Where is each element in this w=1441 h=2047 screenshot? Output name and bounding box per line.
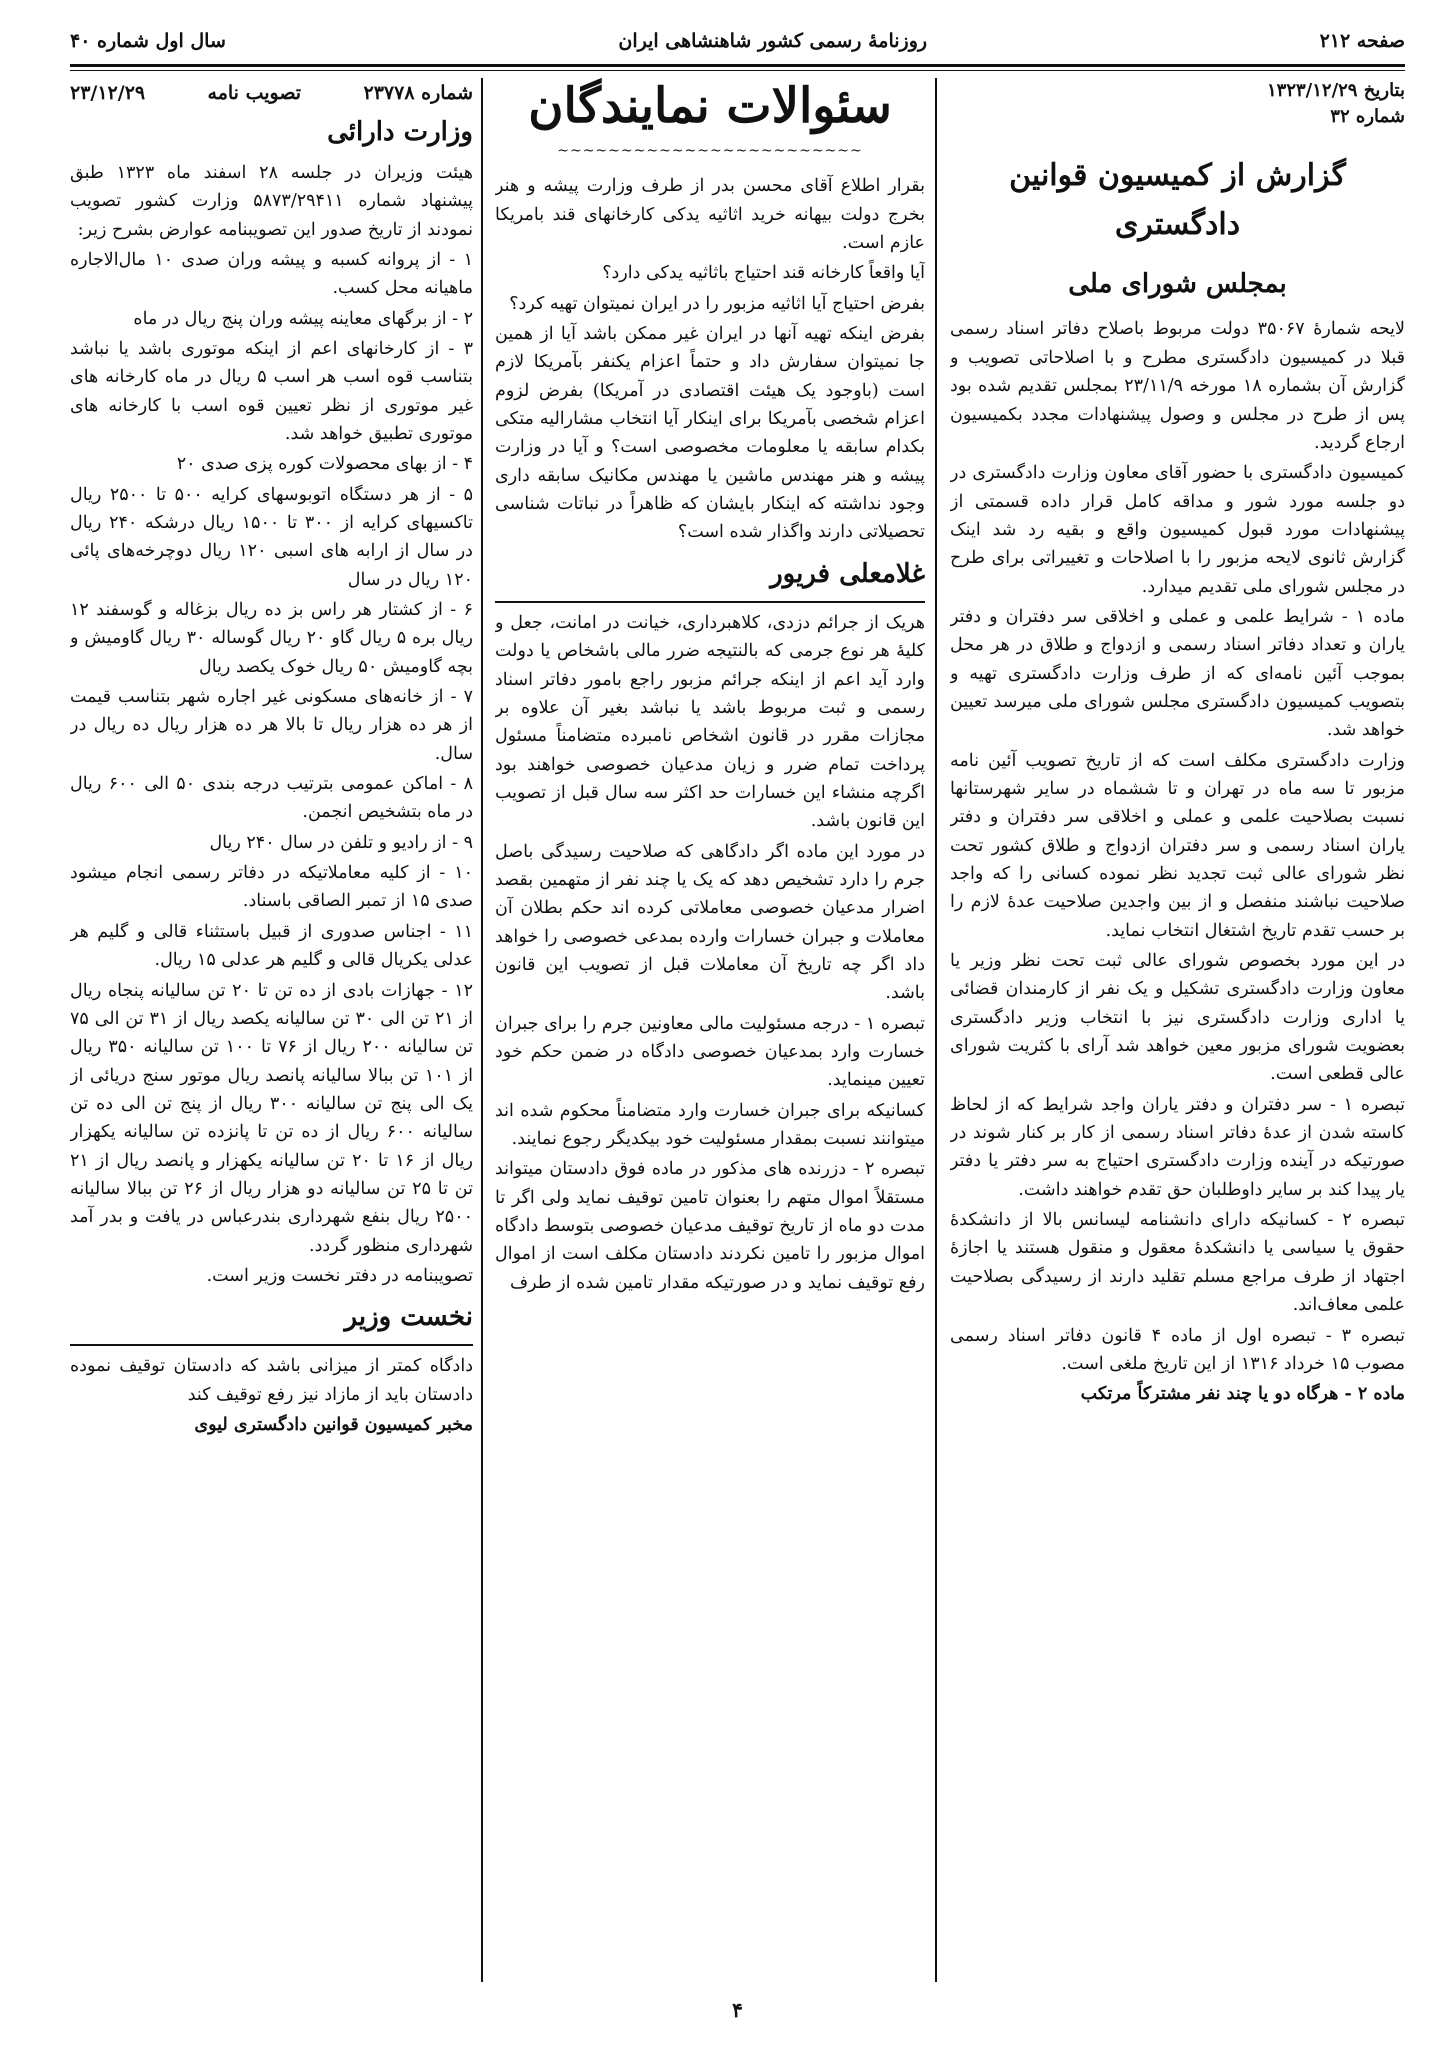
- paragraph: دادگاه کمتر از میزانی باشد که دادستان توقیف نموده دادستان باید از مازاد نیز رفع توقیف کند: [70, 1356, 473, 1405]
- paragraph: در مورد این ماده اگر دادگاهی که صلاحیت رسیدگی باصل جرم را دارد تشخیص دهد که یک یا چند نفر از متهمین بقصد اضرار مدعیان خصوصی معاملاتی کرده اند حکم بطلان آن معاملات و جبران خسارات وارده بمدعی خصوصی را خواهد داد اگر چه تاریخ آن معاملات قبل از تصویب این قانون باشد.: [495, 841, 925, 1004]
- masthead-rule: [70, 64, 1405, 67]
- page-label: صفحه ۲۱۲: [1319, 30, 1405, 52]
- masthead: [70, 22, 1405, 60]
- report-title: گزارش از کمیسیون قوانین دادگستری: [1009, 158, 1346, 242]
- decree-header: [70, 78, 473, 109]
- question: آیا واقعاً کارخانه قند احتیاج باثاثیه یدکی دارد؟: [602, 263, 925, 284]
- list-item: ۱ - از پروانه کسبه و پیشه وران صدی ۱۰ مال‌الاجاره ماهیانه محل کسب.: [70, 249, 473, 299]
- issue-label: سال اول شماره ۴۰: [70, 30, 226, 52]
- note-paragraph: تبصره ۲ - دزرنده های مذکور در ماده فوق دادستان میتواند مستقلاً اموال متهم را بعنوان تامین توقیف نماید ولی اگر تا مدت دو ماه از تاریخ توقیف مدعیان خصوصی بتوسط دادگاه اموال مزبور را تامین نکردند دادستان مکلف است از اموال رفع توقیف نماید و در صورتیکه مقدار تامین شده از طرف: [495, 1159, 925, 1293]
- number-line: شماره ۳۲: [1330, 106, 1405, 128]
- left-column: [70, 78, 473, 1992]
- title-ornament: ~~~~~~~~~~~~~~~~~~~~~~~~: [557, 142, 863, 159]
- report-subtitle: بمجلس شورای ملی: [1068, 269, 1287, 300]
- article-paragraph: ماده ۱ - شرایط علمی و عملی و اخلاقی سر دفتران و دفتر یاران و تعداد دفاتر اسناد رسمی و ازدواج و طلاق در هر محل بموجب آئین نامه‌ای که از طرف وزارت دادگستری تهیه و بتصویب کمیسیون دادگستری مجلس شورای ملی میرسد تعیین خواهد شد.: [950, 606, 1405, 741]
- signature: نخست وزیر: [344, 1302, 473, 1333]
- paragraph: در این مورد بخصوص شورای عالی ثبت تحت نظر وزیر یا معاون وزارت دادگستری تشکیل و یک نفر از کارمندان قضائی یا اداری وزارت دادگستری نیز با انتخاب وزیر دادگستری بعضویت شورای مزبور معین خواهد شد آرای با کثریت شورای عالی قطعی است.: [950, 951, 1405, 1085]
- ministry-title: وزارت دارائی: [327, 116, 473, 147]
- list-item: ۶ - از کشتار هر راس بز ده ریال بزغاله و گوسفند ۱۲ ریال بره ۵ ریال گاو ۲۰ ریال گوساله ۳۰ ریال گاومیش و بچه گاومیش ۵۰ ریال خوک یکصد ریال: [70, 600, 473, 677]
- questions-title: سئوالات نمایندگان: [528, 78, 892, 134]
- paragraph: کسانیکه برای جبران خسارت وارد متضامناً محکوم شده اند میتوانند نسبت بمقدار مسئولیت خود بیکدیگر رجوع نمایند.: [495, 1100, 925, 1150]
- question: بقرار اطلاع آقای محسن بدر از طرف وزارت پیشه و هنر بخرج دولت بیهانه خرید اثاثیه یدکی کارخانهای قند بامریکا عازم است.: [495, 176, 925, 253]
- date-line: بتاریخ ۱۳۲۳/۱۲/۲۹: [1266, 80, 1405, 101]
- list-item: ۱۲ - جهازات بادی از ده تن تا ۲۰ تن سالیانه پنجاه ریال از ۲۱ تن الی ۳۰ تن سالیانه یکصد ریال از ۳۱ تن الی ۷۵ تن سالیانه ۲۰۰ ریال از ۷۶ تا ۱۰۰ تن سالیانه ۳۵۰ ریال از ۱۰۱ تن ببالا سالیانه پانصد ریال موتور سنج دریائی از یک الی پنج تن سالیانه ۳۰۰ ریال از پنج تن الی ده تن سالیانه ۶۰۰ ریال از ده تن تا پانزده تن سالیانه یکهزار ریال از ۱۶ تا ۲۰ تن سالیانه یکهزار و پانصد ریال از ۲۱ تن تا ۲۵ تن سالیانه دو هزار ریال از ۲۶ تن ببالا سالیانه ۲۵۰۰ ریال بنفع شهرداری بندرعباس در یافت و بدر آمد شهرداری منظور گردد.: [70, 980, 473, 1256]
- right-column: [950, 78, 1405, 1992]
- list-item: ۴ - از بهای محصولات کوره پزی صدی ۲۰: [176, 454, 473, 475]
- decree-number: شماره ۲۳۷۷۸: [363, 82, 473, 104]
- continued-text: [70, 1344, 473, 1439]
- paragraph: وزارت دادگستری مکلف است که از تاریخ تصویب آئین نامه مزبور تا سه ماه در تهران و تا ششماه در سایر شهرستانها نسبت بصلاحیت علمی و عملی و اخلاقی سر دفتران و دفتر یاران اسناد رسمی و سر دفتران ازدواج و طلاق کشور تحت نظر شورای عالی ثبت تجدید نظر نموده کسانی را که واجد صلاحیت نباشند منفصل و از بین واجدین صلاحیت عدهٔ لازم را بر حسب تقدم تاریخ اشتغال انتخاب نماید.: [950, 750, 1405, 941]
- list-item: ۳ - از کارخانهای اعم از اینکه موتوری باشد یا نباشد بتناسب قوه اسب هر اسب ۵ ریال در ماه کارخانه های غیر موتوری از نظر تعیین قوه اسب با کارخانه های موتوری تطبیق خواهد شد.: [70, 338, 473, 444]
- list-item: ۸ - اماکن عمومی بترتیب درجه بندی ۵۰ الی ۶۰۰ ریال در ماه بتشخیص انجمن.: [70, 774, 473, 823]
- question: بفرض اینکه تهیه آنها در ایران غیر ممکن باشد آیا از همین جا نمیتوان سفارش داد و حتماً اعزام یکنفر بآمریکا لازم است (باوجود یک هیئت اقتصادی در آمریکا) بفرض لزوم اعزام شخصی بآمریکا برای اینکار آیا انتخاب مشارالیه متکی بکدام سابقه یا معلومات مخصوصی است؟ و آیا در وزارت پیشه و هنر مهندس ماشین یا مهندس مکانیک سابقه داری وجود نداشته که اینکار بایشان که ظاهراً در نباتات شناسی تحصیلاتی دارند واگذار شده است؟: [495, 323, 925, 543]
- decree-date: ۲۳/۱۲/۲۹: [70, 82, 146, 104]
- masthead-rule-thin: [70, 70, 1405, 71]
- list-item: ۱۱ - اجناس صدوری از قبیل باستثناء قالی و گلیم هر عدلی یکریال قالی و گلیم هر عدلی ۱۵ ریال.: [70, 921, 473, 971]
- note-paragraph: تبصره ۱ - درجه مسئولیت مالی معاونین جرم را برای جبران خسارت وارد بمدعیان خصوصی دادگاه در ضمن حکم خود تعیین مینماید.: [495, 1013, 925, 1091]
- question: بفرض احتیاج آیا اثاثیه مزبور را در ایران نمیتوان تهیه کرد؟: [509, 293, 925, 314]
- page-number: ۴: [732, 1998, 743, 2022]
- list-item: ۵ - از هر دستگاه اتوبوسهای کرایه ۵۰۰ تا ۲۵۰۰ ریال تاکسیهای کرایه از ۳۰۰ تا ۱۵۰۰ ریال درشکه ۲۴۰ ریال در سال از ارابه های اسبی ۱۲۰ ریال دوچرخه‌های پائی ۱۲۰ ریال در سال: [70, 484, 473, 590]
- list-item: ۷ - از خانه‌های مسکونی غیر اجاره شهر بتناسب قیمت از هر ده هزار ریال تا بالا هر ده هزار ریال ده ریال در سال.: [70, 687, 473, 764]
- column-divider: [481, 78, 483, 1982]
- signature: غلامعلی فریور: [770, 558, 925, 589]
- note-paragraph: تبصره ۲ - کسانیکه دارای دانشنامه لیسانس بالا از دانشکدهٔ حقوق یا سیاسی یا دانشکدهٔ معقول و منقول هستند یا اجازهٔ اجتهاد از طرف مراجع مسلم تقلید دارند از رسیدگی بصلاحیت علمی معاف‌اند.: [950, 1210, 1405, 1316]
- article-paragraph: ماده ۲ - هرگاه دو یا چند نفر مشترکاً مرتکب: [1080, 1384, 1405, 1405]
- paper-title: روزنامهٔ رسمی کشور شاهنشاهی ایران: [618, 30, 928, 52]
- newspaper-page: [70, 22, 1405, 2022]
- column-divider: [935, 78, 937, 1982]
- continued-text: [495, 601, 925, 1297]
- note-paragraph: تبصره ۳ - تبصره اول از ماده ۴ قانون دفاتر اسناد رسمی مصوب ۱۵ خرداد ۱۳۱۶ از این تاریخ ملغی است.: [950, 1325, 1405, 1374]
- decree-label: تصویب نامه: [207, 82, 302, 104]
- list-item: ۲ - از برگهای معاینه پیشه وران پنج ریال در ماه: [133, 308, 473, 329]
- paragraph: هریک از جرائم دزدی، کلاهبرداری، خیانت در امانت، جعل و کلیهٔ هر نوع جرمی که بالنتیجه ضرر مالی باشخاص یا دولت وارد آید اعم از اینکه جرائم مزبور راجع بامور دفاتر اسناد رسمی و ثبت مربوط باشد یا نباشد بغیر آن علاوه بر مجازات مقرر در قانون اشخاص نامبرده متضامناً مسئول پرداخت تمام ضرر و زیان مدعیان خصوصی خواهند بود اگرچه منشاء این خسارات حد اکثر سه سال قبل از تصویب این قانون باشد.: [495, 612, 925, 832]
- paragraph: لایحه شمارهٔ ۳۵۰۶۷ دولت مربوط باصلاح دفاتر اسناد رسمی قبلا در کمیسیون دادگستری مطرح و با اصلاحاتی تصویب و گزارش آن بشماره ۱۸ مورخه ۲۳/۱۱/۹ بمجلس تقدیم شده بود پس از طرح در مجلس و وصول پیشنهادات مجدد بکمیسیون ارجاع گردید.: [950, 319, 1405, 453]
- paragraph: کمیسیون دادگستری با حضور آقای معاون وزارت دادگستری در دو جلسه مورد شور و مداقه کامل قرار داده قسمتی از پیشنهادات مورد قبول کمیسیون واقع و بقیه رد شد اینک گزارش ثانوی لایحه مزبور را با اصلاحات و تغییراتی برای طرح در مجلس شورای ملی تقدیم میدارد.: [950, 463, 1405, 597]
- rapporteur-signature: مخبر کمیسیون قوانین دادگستری لیوی: [194, 1415, 473, 1436]
- list-item: ۹ - از رادیو و تلفن در سال ۲۴۰ ریال: [209, 832, 473, 853]
- list-item: تصویبنامه در دفتر نخست وزیر است.: [206, 1265, 473, 1286]
- middle-column: [495, 78, 925, 1992]
- list-item: ۱۰ - از کلیه معاملاتیکه در دفاتر رسمی انجام میشود صدی ۱۵ از تمبر الصاقی باسناد.: [70, 863, 473, 912]
- decree-intro: هیئت وزیران در جلسه ۲۸ اسفند ماه ۱۳۲۳ طبق پیشنهاد شماره ۵۸۷۳/۲۹۴۱۱ وزارت کشور تصویب نمودند از تاریخ صدور این تصویبنامه عوارض بشرح زیر:: [70, 162, 473, 240]
- note-paragraph: تبصره ۱ - سر دفتران و دفتر یاران واجد شرایط که از لحاظ کاسته شدن از عدهٔ دفاتر اسناد رسمی از کار بر کنار شوند در صورتیکه در آینده وزارت دادگستری احتیاج به سر دفتر یا دفتر یار پیدا کند بر سایر داوطلبان حق تقدم خواهند داشت.: [950, 1094, 1405, 1200]
